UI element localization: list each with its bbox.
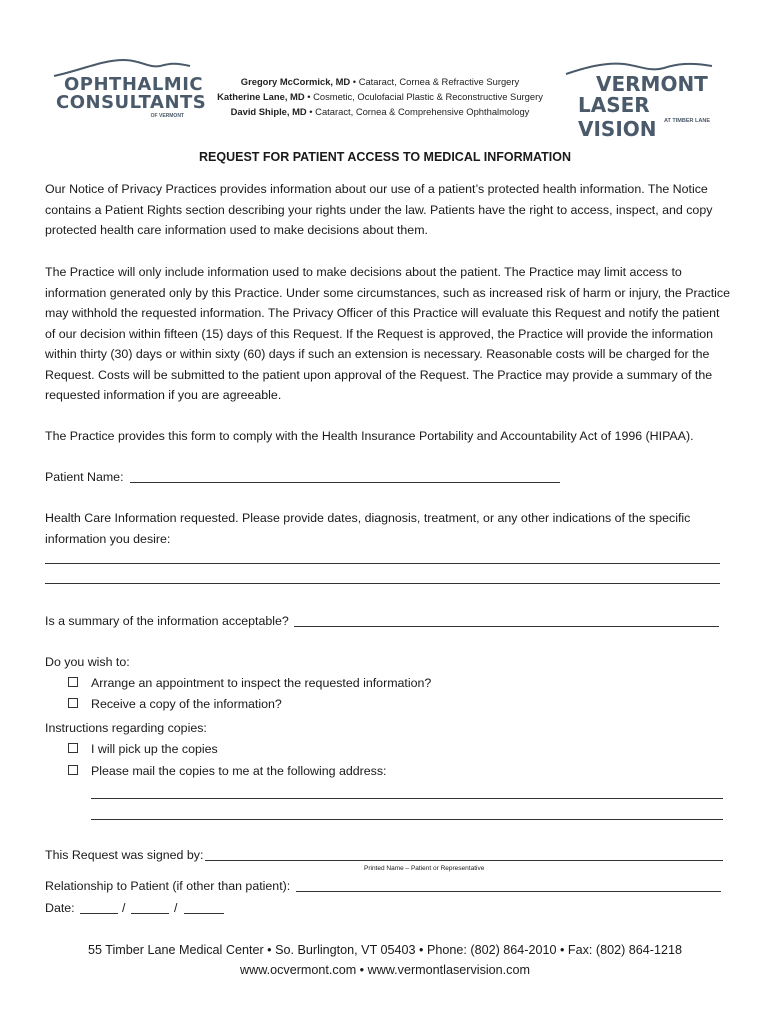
signed-by-field[interactable] — [205, 860, 723, 861]
signed-by-caption: Printed Name – Patient or Representative — [364, 865, 485, 872]
checkbox[interactable] — [68, 765, 78, 775]
doctor-2: Katherine Lane, MD • Cosmetic, Oculofacial Plastic & Reconstructive Surgery — [217, 91, 543, 102]
date-separator: / — [122, 901, 126, 915]
date-year-field[interactable] — [184, 913, 224, 914]
relationship-label: Relationship to Patient (if other than patient): — [45, 879, 291, 893]
wish-option-appointment[interactable]: Arrange an appointment to inspect the requested information? — [68, 673, 431, 693]
footer-websites: www.ocvermont.com • www.vermontlaservision.com — [240, 963, 530, 977]
checkbox[interactable] — [68, 677, 78, 687]
ophthalmic-consultants-logo: OPHTHALMIC CONSULTANTS OF VERMONT — [52, 56, 192, 126]
footer-address: 55 Timber Lane Medical Center • So. Burlington, VT 05403 • Phone: (802) 864-2010 • Fax: (802) 864-1218 — [87, 943, 683, 957]
wish-option-copy[interactable]: Receive a copy of the information? — [68, 694, 282, 714]
doctors-list — [200, 74, 560, 119]
health-info-field-line-1[interactable] — [45, 563, 720, 564]
signed-by-label: This Request was signed by: — [45, 848, 204, 862]
copies-option-mail[interactable]: Please mail the copies to me at the following address: — [68, 761, 386, 781]
paragraph-notice: Our Notice of Privacy Practices provides information about our use of a patient’s protected health information. The Notice contains a Patient Rights section describing your rights under the law. Patients have the right to access, inspect, and copy protected health care information used to make decisions about them. — [45, 182, 713, 237]
date-separator: / — [174, 901, 178, 915]
summary-label: Is a summary of the information acceptable? — [45, 614, 289, 628]
copies-option-pickup[interactable]: I will pick up the copies — [68, 739, 218, 759]
health-info-label: Health Care Information requested. Please provide dates, diagnosis, treatment, or any other indications of the specific information you desire: — [45, 511, 691, 546]
doctor-1: Gregory McCormick, MD • Cataract, Cornea & Refractive Surgery — [240, 76, 520, 87]
date-day-field[interactable] — [131, 913, 169, 914]
checkbox[interactable] — [68, 698, 78, 708]
wish-label: Do you wish to: — [45, 655, 130, 669]
address-field-line-2[interactable] — [91, 819, 723, 820]
summary-field[interactable] — [294, 626, 719, 627]
document-title: REQUEST FOR PATIENT ACCESS TO MEDICAL INFORMATION — [199, 150, 571, 164]
date-label: Date: — [45, 901, 75, 915]
vermont-laser-vision-logo: VERMONT LASER VISION AT TIMBER LANE — [564, 58, 714, 130]
doctor-3: David Shiple, MD • Cataract, Cornea & Comprehensive Ophthalmology — [230, 106, 530, 117]
paragraph-practice: The Practice will only include information used to make decisions about the patient. The Practice may limit access to information generated only by this Practice. Under some circumstances, such as increased risk of harm or injury, the Practice may withhold the requested information. The Privacy Officer of this Practice will evaluate this Request and notify the patient of our decision within fifteen (15) days of this Request. If the Request is approved, the Practice will provide the information within thirty (30) days or within sixty (60) days if such an extension is necessary. Reasonable costs will be charged for the Request. Costs will be submitted to the patient upon approval of the Request. The Practice may provide a summary of the requested information if you are agreeable. — [45, 265, 730, 402]
health-info-field-line-2[interactable] — [45, 583, 720, 584]
address-field-line-1[interactable] — [91, 798, 723, 799]
date-month-field[interactable] — [80, 913, 118, 914]
patient-name-field[interactable] — [130, 482, 560, 483]
checkbox[interactable] — [68, 743, 78, 753]
copies-label: Instructions regarding copies: — [45, 721, 207, 735]
paragraph-hipaa: The Practice provides this form to comply with the Health Insurance Portability and Accountability Act of 1996 (HIPAA). — [45, 429, 694, 443]
relationship-field[interactable] — [296, 891, 721, 892]
patient-name-label: Patient Name: — [45, 470, 124, 484]
